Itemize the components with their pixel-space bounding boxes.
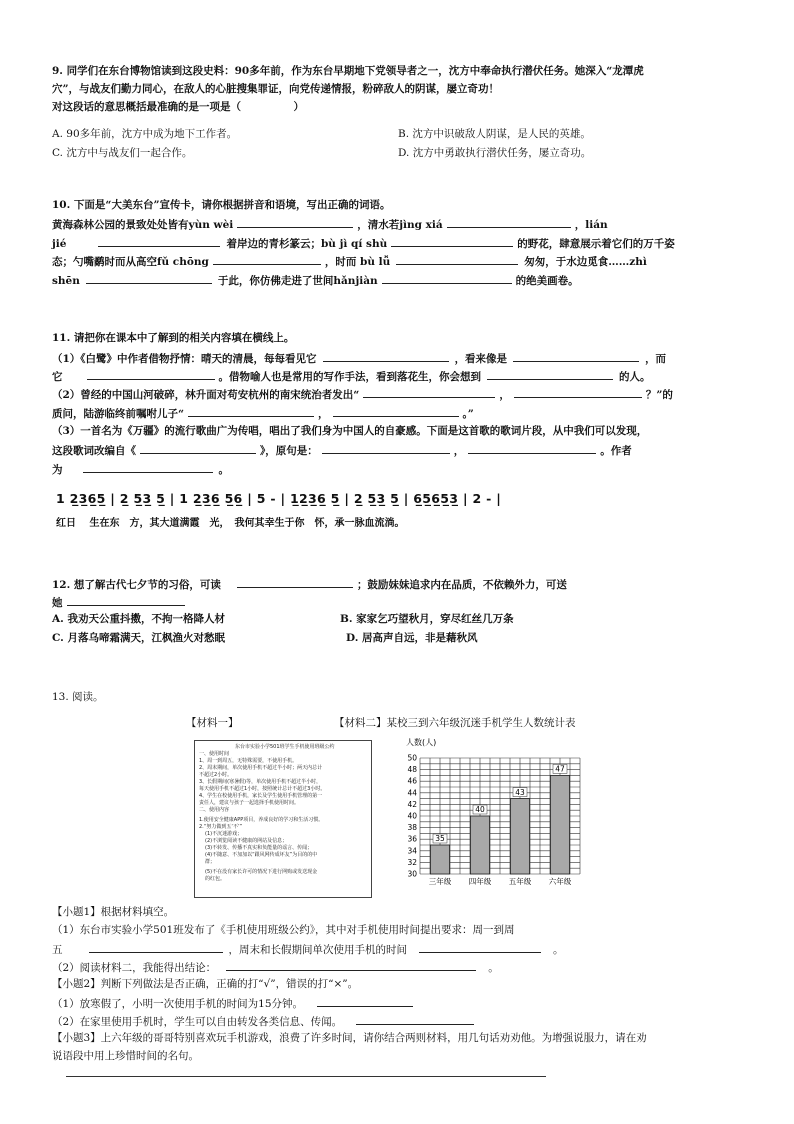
- sub1-blank-2[interactable]: [419, 941, 541, 953]
- chart-data-label: 47: [555, 764, 565, 774]
- q10-text: 的绝美画卷。: [515, 275, 579, 287]
- q9-option-a[interactable]: A. 90多年前，沈方中成为地下工作者。: [52, 128, 238, 140]
- q11-part3-line2: [52, 442, 632, 458]
- sub2-text: （2）在家里使用手机时，学生可以自由转发各类信息、传闻。: [52, 1016, 343, 1028]
- q11-text: （1）《白鹭》中作者借物抒情：晴天的清晨，每每看见它: [52, 353, 317, 365]
- q11-part3-line3: [52, 461, 229, 477]
- q11-text: 。”: [462, 408, 474, 420]
- q11-part3-line1: （3）一首名为《万疆》的流行歌曲广为传唱，唱出了我们身为中国人的自豪感。下面是这首歌的歌词片段，从中我们可以发现，: [52, 425, 648, 437]
- q10-blank-zhishen[interactable]: [86, 272, 212, 284]
- doc-line: 责任人，建议与孩子一起选择手机使用时间。: [199, 800, 300, 806]
- q10-line5: [52, 272, 579, 288]
- q11-text: 。作者: [600, 445, 632, 457]
- doc-line: 3、长假期间(寒暑假)等，单次使用手机不超过半小时，: [199, 779, 322, 785]
- doc-line: 二、使用内容: [199, 807, 230, 813]
- q12-text: 她: [52, 597, 63, 609]
- q11-text: 这段歌词改编自《: [52, 445, 136, 457]
- q11-text: 质问，陆游临终前嘱咐儿子“: [52, 408, 185, 420]
- chart-y-tick-label: 42: [407, 799, 417, 809]
- sub3-answer-line[interactable]: [66, 1076, 546, 1077]
- doc-line: 1、周一到周五，无特殊需要，不使用手机。: [199, 758, 298, 764]
- sub1-text: 。: [553, 944, 564, 956]
- q11-blank-2[interactable]: [513, 350, 639, 362]
- chart-y-ticks: [407, 754, 417, 879]
- q9-option-b[interactable]: B. 沈方中识破敌人阴谋，是人民的英雄。: [398, 128, 591, 140]
- q10-text: 黄海森林公园的景致处处皆有yùn wèi: [52, 219, 234, 231]
- q10-text: shēn: [52, 275, 80, 287]
- material2-label: 【材料二】某校三到六年级沉迷手机学生人数统计表: [334, 717, 576, 729]
- doc-line: 不超过2小时。: [199, 772, 233, 778]
- q11-text: ？”的: [645, 389, 673, 401]
- sub1-text: 。: [488, 962, 499, 974]
- chart-x-ticks: [429, 876, 572, 886]
- q10-blank-bulv[interactable]: [396, 253, 518, 265]
- q11-title: 11. 请把你在课本中了解到的相关内容填在横线上。: [52, 332, 295, 344]
- sub1-blank-1[interactable]: [89, 941, 223, 953]
- sub2-item1: [52, 995, 417, 1011]
- doc-line: 2.“努力做到五‘不’”: [199, 824, 243, 830]
- q11-text: ，而: [645, 353, 667, 365]
- chart-y-tick-label: 46: [407, 776, 417, 786]
- q10-line4: [52, 253, 647, 269]
- sub1-line3: [52, 959, 499, 975]
- q11-blank-3[interactable]: [87, 368, 215, 380]
- doc-line: 1.使用安全健康APP项目，养成良好的学习和生活习惯。: [199, 817, 324, 823]
- q11-text: 。借物喻人也是常用的写作手法，看到落花生，你会想到: [218, 371, 481, 383]
- q10-text: 的野花，肆意展示着它们的万千姿: [517, 238, 675, 250]
- q11-text: ，: [499, 389, 510, 401]
- chart-bar: [430, 845, 449, 874]
- chart-x-tick-label: 三年级: [428, 877, 452, 886]
- q10-blank-jingxia[interactable]: [447, 216, 571, 228]
- sub1-text: ，周末和长假期间单次使用手机的时间: [228, 944, 407, 956]
- q11-blank-1[interactable]: [323, 350, 449, 362]
- doc-line: 4、学生在校使用手机，家长及学生使用手机管理的第一: [199, 793, 323, 799]
- chart-data-label: 40: [475, 805, 485, 815]
- q12-option-b[interactable]: B. 家家乞巧望秋月，穿尽红丝几万条: [340, 613, 514, 625]
- material1-label: 【材料一】: [186, 717, 239, 729]
- q11-blank-10[interactable]: [322, 442, 450, 454]
- chart-x-tick-label: 四年级: [468, 877, 492, 886]
- q11-blank-9[interactable]: [140, 442, 256, 454]
- chart-y-axis-label: 人数(人): [406, 738, 437, 747]
- q11-part2-line1: [52, 386, 673, 402]
- q11-text: ，看来像是: [454, 353, 508, 365]
- sub1-text: （2）阅读材料二，我能得出结论：: [52, 962, 217, 974]
- chart-y-tick-label: 40: [407, 811, 417, 821]
- q12-option-d[interactable]: D. 居高声自远，非是藉秋风: [346, 632, 478, 644]
- q12-line2: [52, 594, 189, 610]
- chart-bar: [510, 799, 529, 874]
- sub2-title: 【小题2】判断下列做法是否正确，正确的打“√”，错误的打“×”。: [52, 978, 359, 990]
- q11-blank-4[interactable]: [487, 368, 613, 380]
- q11-text: 的人。: [619, 371, 651, 383]
- chart-y-tick-label: 36: [407, 834, 417, 844]
- sub2-blank-2[interactable]: [356, 1013, 474, 1025]
- sub2-item2: [52, 1013, 478, 1029]
- q11-text: ，: [453, 445, 465, 457]
- q9-line3: 对这段话的意思概括最准确的是一项是（ ）: [52, 101, 304, 113]
- doc-line: (5)不在没有家长许可的情况下进行网购或发送现金: [205, 869, 318, 875]
- q11-text: 它: [52, 371, 63, 383]
- doc-line: (4)不随意、不加加以“跟风网传成坏友”为目的的中: [205, 852, 318, 858]
- q10-text: 态；勺嘴鹬时而从高空fǔ chōng: [52, 256, 209, 268]
- doc-line: 每天使用手机不超过1小时，按照统计总计不超过3小时。: [199, 786, 326, 792]
- chart-y-tick-label: 48: [407, 765, 417, 775]
- q11-text: （2）曾经的中国山河破碎，林升面对苟安杭州的南宋统治者发出“: [52, 389, 360, 401]
- chart-bar: [470, 816, 489, 874]
- q11-text: 为: [52, 464, 63, 476]
- q10-text: ，清水若jìng xiá: [357, 219, 443, 231]
- q12-text: ；鼓励妹妹追求内在品质，不依赖外力，可送: [356, 579, 567, 591]
- song-lyrics: 红日 生在东 方，其大道满霞 光， 我何其幸生于你 怀，承一脉血流淌。: [56, 518, 405, 529]
- q9-option-c[interactable]: C. 沈方中与战友们一起合作。: [52, 147, 193, 159]
- q11-part2-line2: [52, 405, 474, 421]
- sub1-text: 五: [52, 944, 63, 956]
- material2-bar-chart: [398, 736, 588, 890]
- chart-y-tick-label: 38: [407, 823, 417, 833]
- q11-blank-6[interactable]: [514, 386, 642, 398]
- q9-option-d[interactable]: D. 沈方中勇敢执行潜伏任务，屡立奇功。: [398, 147, 592, 159]
- q12-blank-2[interactable]: [67, 594, 185, 606]
- chart-y-tick-label: 50: [407, 753, 417, 763]
- doc-line: 一、使用时间: [199, 751, 230, 757]
- sub1-line1: （1）东台市实验小学501班发布了《手机使用班级公约》，其中对手机使用时间提出要求：周一到周: [52, 924, 515, 936]
- q10-blank-lianjie[interactable]: [98, 235, 220, 247]
- q10-text: ，lián: [574, 219, 608, 231]
- sub1-title: 【小题1】根据材料填空。: [52, 906, 175, 918]
- q13-title: 13. 阅读。: [52, 691, 104, 703]
- q11-part1-line2: [52, 368, 651, 384]
- chart-y-tick-label: 32: [407, 857, 417, 867]
- q12-line1: [52, 576, 567, 592]
- sub1-line2: [52, 941, 564, 957]
- sub2-blank-1[interactable]: [317, 995, 413, 1007]
- doc-line: (2)不浏览阅读不健康的网站及信息；: [205, 838, 288, 844]
- doc-line: 的红包。: [205, 876, 226, 882]
- q11-text: 。: [218, 464, 229, 476]
- chart-y-tick-label: 30: [407, 869, 417, 879]
- q10-title: 10. 下面是“大美东台”宣传卡，请你根据拼音和语境，写出正确的词语。: [52, 199, 391, 211]
- q9-line2: 穴”，与战友们勤力同心，在敌人的心脏搜集罪证，向党传递情报，粉碎敌人的阴谋，屡立奇功！: [52, 83, 500, 95]
- q11-blank-5[interactable]: [363, 386, 495, 398]
- q11-blank-12[interactable]: [83, 461, 213, 473]
- sub1-blank-3[interactable]: [226, 959, 476, 971]
- chart-data-label: 43: [515, 787, 525, 797]
- q12-text: 12. 想了解古代七夕节的习俗，可读: [52, 579, 221, 591]
- q11-blank-7[interactable]: [188, 405, 314, 417]
- doc-line: 2、周末期间，单次使用手机不超过半小时；两天内总计: [199, 765, 323, 771]
- chart-y-tick-label: 34: [407, 846, 417, 856]
- q10-line2: [52, 216, 608, 232]
- q11-part1-line1: [52, 350, 666, 366]
- q10-text: 于此，你仿佛走进了世间hǎnjiàn: [217, 275, 378, 287]
- doc-line: (1)不沉迷游戏；: [205, 831, 243, 837]
- doc-title: 东台市实验小学501班学生手机使用班级公约: [235, 744, 335, 750]
- sub2-text: （1）放寒假了，小明一次使用手机的时间为15分钟。: [52, 998, 304, 1010]
- chart-data-label: 35: [435, 834, 445, 844]
- q10-blank-hanjian[interactable]: [382, 272, 512, 284]
- chart-y-tick-label: 44: [407, 788, 417, 798]
- q12-option-c[interactable]: C. 月落乌啼霜满天，江枫渔火对愁眠: [52, 632, 225, 644]
- q10-blank-fuchong[interactable]: [213, 253, 321, 265]
- q10-text: 匆匆，于水边觅食……zhì: [524, 256, 647, 268]
- q10-text: ，时而 bù lǚ: [324, 256, 391, 268]
- q11-text: 》，原句是：: [260, 445, 318, 457]
- q11-blank-8[interactable]: [333, 405, 459, 417]
- sub3-line1: 【小题3】上六年级的哥哥特别喜欢玩手机游戏，浪费了许多时间，请你结合两则材料，用几句话劝劝他。为增强说服力，请在劝: [52, 1032, 647, 1044]
- q9-line1: 9. 同学们在东台博物馆读到这段史料：90多年前，作为东台早期地下党领导者之一，沈方中奉命执行潜伏任务。她深入“龙潭虎: [52, 65, 644, 77]
- material1-document: [194, 740, 372, 898]
- song-notation: 1 2̲3̲6̲5̲ | 2̲ 5̲3̲ 5̲ | 1 2̲3̲6̲ 5̲6̲ | 5 - | 1̲2̲3̲6̲ 5̲ | 2̲ 5̲3̲ 5̲ | 6̲5̲6̲5̲3̲ | 2 - |: [56, 491, 502, 506]
- q11-blank-11[interactable]: [468, 442, 596, 454]
- sub3-line2: 说语段中用上珍惜时间的名句。: [52, 1050, 199, 1062]
- q10-line3: [52, 235, 675, 251]
- q11-text: ，: [318, 408, 329, 420]
- q12-blank-1[interactable]: [237, 576, 353, 588]
- chart-bar: [550, 775, 569, 874]
- q10-blank-bujiqishu[interactable]: [391, 235, 513, 247]
- doc-line: (3)不转发、传播不真实和负能量的谣言、传闻；: [205, 845, 313, 851]
- chart-x-tick-label: 五年级: [508, 877, 532, 886]
- q10-text: jié: [52, 238, 67, 250]
- doc-line: 群；: [205, 859, 216, 865]
- q10-blank-yunwei[interactable]: [237, 216, 353, 228]
- chart-x-tick-label: 六年级: [548, 877, 572, 886]
- q12-option-a[interactable]: A. 我劝天公重抖擞，不拘一格降人材: [52, 613, 225, 625]
- q10-text: 着岸边的青杉篆云；bù jì qí shù: [226, 238, 388, 250]
